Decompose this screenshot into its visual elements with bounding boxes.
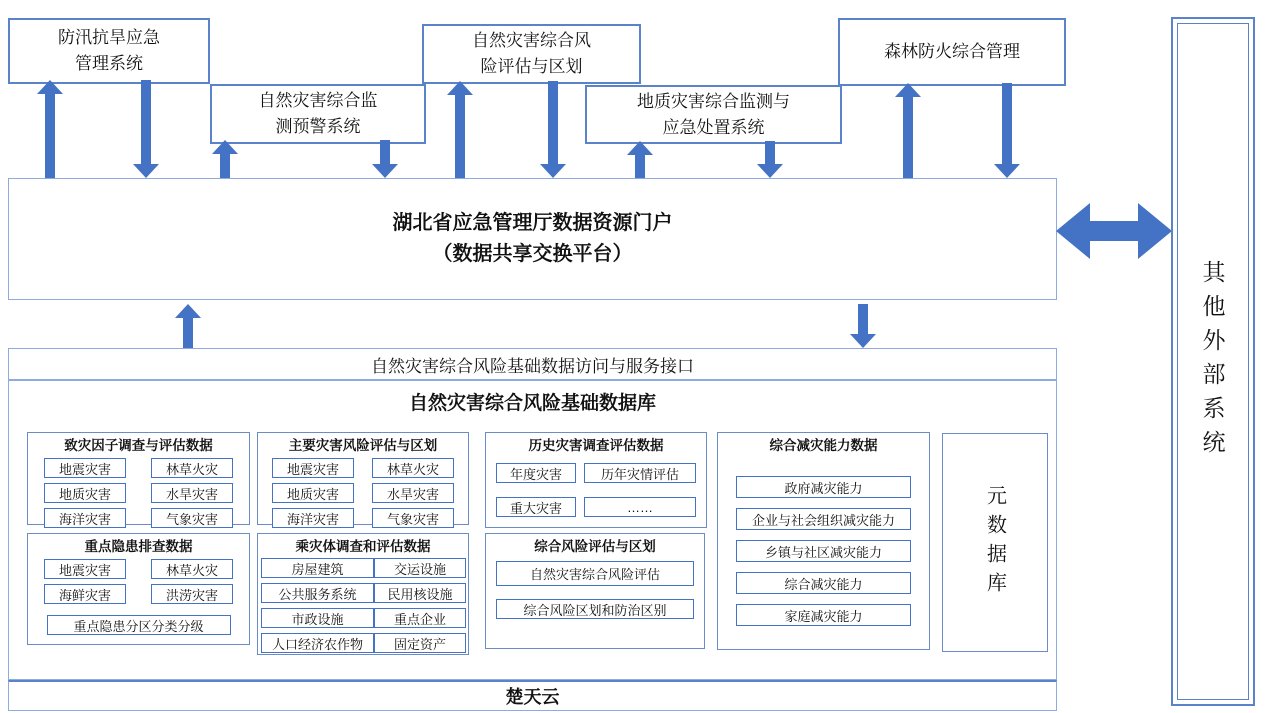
service-interface-label: 自然灾害综合风险基础数据访问与服务接口: [371, 356, 694, 376]
data-item: 地质灾害: [272, 483, 354, 503]
group-historical-disaster-data: [485, 432, 707, 528]
data-item: 洪涝灾害: [151, 584, 233, 604]
group-title: 主要灾害风险评估与区划: [288, 438, 438, 453]
arrow-down-icon: [372, 140, 398, 178]
data-item: 林草火灾: [372, 458, 454, 478]
data-item: 地震灾害: [44, 458, 126, 478]
group-disaster-bearing-body-data: [257, 533, 469, 655]
portal-box: [8, 178, 1057, 300]
data-item: 地震灾害: [44, 559, 126, 579]
external-systems-box: [1171, 17, 1255, 706]
group-comprehensive-risk-assessment: [485, 533, 705, 649]
group-title: 综合风险评估与区划: [534, 539, 656, 554]
data-item: 海洋灾害: [44, 508, 126, 528]
data-item: ……: [584, 497, 696, 517]
data-item: 气象灾害: [372, 508, 454, 528]
arrow-down-icon: [540, 81, 566, 178]
arrow-up-icon: [895, 83, 921, 178]
data-item: 交运设施: [374, 558, 466, 578]
data-item: 乡镇与社区减灾能力: [736, 540, 911, 562]
data-item: 地震灾害: [272, 458, 354, 478]
group-hazard-factor-data: [27, 432, 250, 525]
data-item: 政府减灾能力: [736, 476, 911, 498]
data-item: 公共服务系统: [261, 583, 374, 603]
system-box-monitor-warning: [210, 84, 426, 144]
data-item: 林草火灾: [151, 458, 233, 478]
data-item: 民用核设施: [374, 583, 466, 603]
cloud-platform-bar: [8, 680, 1057, 711]
group-title: 历史灾害调查评估数据: [528, 438, 664, 453]
system-box-label: 自然灾害综合风险评估与区划: [472, 31, 591, 76]
data-item: 综合减灾能力: [736, 572, 911, 594]
group-title: 重点隐患排查数据: [84, 539, 193, 554]
system-box-label: 森林防火综合管理: [884, 42, 1020, 61]
metadata-database-box: [942, 433, 1048, 652]
group-title: 综合减灾能力数据: [769, 438, 878, 453]
data-item: 综合风险区划和防治区别: [496, 599, 694, 619]
system-box-label: 自然灾害综合监测预警系统: [258, 91, 378, 136]
arrow-down-icon: [133, 80, 159, 178]
system-box-forest-fire: [838, 18, 1066, 86]
data-item: 重大灾害: [496, 497, 576, 517]
data-item: 水旱灾害: [151, 483, 233, 503]
group-major-disaster-risk: [257, 432, 469, 525]
data-item: 地质灾害: [44, 483, 126, 503]
portal-title-line2: （数据共享交换平台）: [432, 243, 633, 265]
system-box-geologic-disaster: [585, 85, 842, 144]
arrow-up-icon: [175, 304, 201, 348]
metadata-database-label: 元数据库: [983, 484, 1006, 601]
data-item: 房屋建筑: [261, 558, 374, 578]
data-item: 自然灾害综合风险评估: [496, 561, 694, 586]
database-title: 自然灾害综合风险基础数据库: [408, 393, 656, 414]
data-item: 水旱灾害: [372, 483, 454, 503]
arrow-down-icon: [757, 141, 783, 178]
data-item: 重点隐患分区分类分级: [47, 615, 231, 635]
data-item: 人口经济农作物: [261, 633, 374, 653]
arrow-down-icon: [850, 304, 876, 348]
data-item: 家庭减灾能力: [736, 604, 911, 626]
data-item: 市政设施: [261, 608, 374, 628]
group-title: 致灾因子调查与评估数据: [64, 438, 213, 453]
arrow-up-icon: [37, 80, 63, 178]
arrow-up-icon: [447, 81, 473, 178]
portal-title-line1: 湖北省应急管理厅数据资源门户: [392, 212, 673, 234]
data-item: 林草火灾: [151, 559, 233, 579]
arrow-down-icon: [994, 83, 1020, 178]
data-item: 海鲜灾害: [44, 584, 126, 604]
data-item: 企业与社会组织减灾能力: [736, 508, 911, 530]
data-item: 重点企业: [374, 608, 466, 628]
group-mitigation-capacity-data: [717, 432, 930, 650]
system-box-risk-assessment: [422, 24, 641, 84]
arrow-up-icon: [627, 141, 653, 178]
data-item: 海洋灾害: [272, 508, 354, 528]
system-box-label: 地质灾害综合监测与应急处置系统: [637, 91, 790, 137]
arrow-left-right-icon: [1056, 200, 1172, 262]
data-item: 历年灾情评估: [584, 463, 696, 483]
service-interface-bar: [8, 348, 1057, 380]
data-item: 年度灾害: [496, 463, 576, 483]
data-item: 气象灾害: [151, 508, 233, 528]
system-box-label: 防汛抗旱应急管理系统: [58, 28, 160, 73]
cloud-platform-label: 楚天云: [505, 687, 560, 707]
external-systems-label: 其他外部系统: [1199, 259, 1226, 464]
data-item: 固定资产: [374, 633, 466, 653]
group-hidden-danger-data: [27, 533, 250, 645]
system-box-flood-drought: [8, 18, 210, 84]
group-title: 乘灾体调查和评估数据: [295, 539, 431, 554]
arrow-up-icon: [212, 140, 238, 178]
external-systems-inner: [1177, 23, 1249, 700]
